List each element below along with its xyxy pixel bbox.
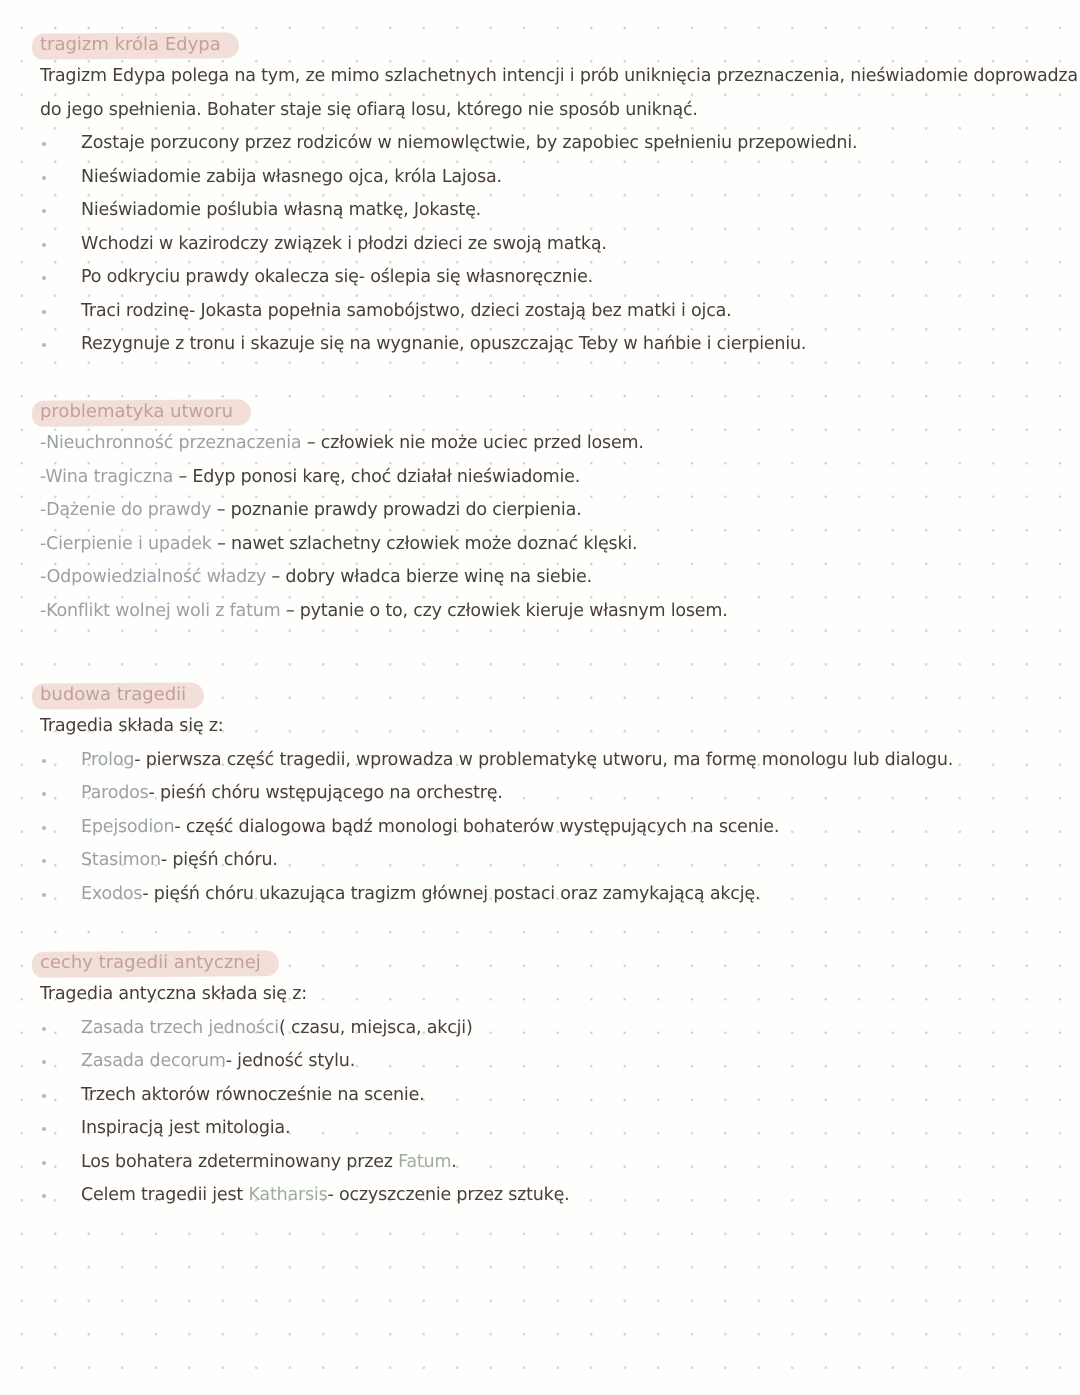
list-item: Exodos- pięśń chóru ukazująca tragizm głównej postaci oraz zamykającą akcję. xyxy=(40,878,1070,912)
list-item: Zasada decorum- jedność stylu. xyxy=(40,1045,1070,1079)
list-item: Inspiracją jest mitologia. xyxy=(40,1112,1070,1146)
list-item: Celem tragedii jest Katharsis- oczyszczenie przez sztukę. xyxy=(40,1179,1070,1213)
list-item: Parodos- pieśń chóru wstępującego na orchestrę. xyxy=(40,777,1070,811)
section-heading: tragizm króla Edypa xyxy=(38,30,235,60)
list-item: Trzech aktorów równocześnie na scenie. xyxy=(40,1079,1070,1113)
section-budowa xyxy=(40,680,1070,911)
list-item: Nieświadomie zabija własnego ojca, króla Lajosa. xyxy=(40,161,1070,195)
bullet-list xyxy=(40,1012,1070,1213)
section-heading: budowa tragedii xyxy=(38,680,200,710)
problem-list xyxy=(40,427,1070,628)
list-item: Nieświadomie poślubia własną matkę, Jokastę. xyxy=(40,194,1070,228)
list-item: -Dążenie do prawdy – poznanie prawdy prowadzi do cierpienia. xyxy=(40,500,582,520)
section-tragizm xyxy=(40,30,1078,362)
section-problematyka xyxy=(40,397,1070,628)
section-heading: problematyka utworu xyxy=(38,397,247,427)
list-item: Los bohatera zdeterminowany przez Fatum. xyxy=(40,1146,1070,1180)
list-item: -Odpowiedzialność władzy – dobry władca bierze winę na siebie. xyxy=(40,567,592,587)
list-item: Zasada trzech jedności( czasu, miejsca, akcji) xyxy=(40,1012,1070,1046)
list-item: Traci rodzinę- Jokasta popełnia samobójstwo, dzieci zostają bez matki i ojca. xyxy=(40,295,1070,329)
list-item: -Wina tragiczna – Edyp ponosi karę, choć działał nieświadomie. xyxy=(40,466,581,487)
list-item: -Konflikt wolnej woli z fatum – pytanie o to, czy człowiek kieruje własnym losem. xyxy=(40,600,728,621)
list-item: Stasimon- pięśń chóru. xyxy=(40,844,1070,878)
list-item: Zostaje porzucony przez rodziców w niemowlęctwie, by zapobiec spełnieniu przepowiedni. xyxy=(40,127,1070,161)
intro-paragraph xyxy=(40,710,1070,744)
list-item: Prolog- pierwsza część tragedii, wprowadza w problematykę utworu, ma formę monologu lub dialogu. xyxy=(40,744,1070,778)
text-line: Tragedia antyczna składa się z: xyxy=(40,984,307,1004)
bullet-list xyxy=(40,127,1070,362)
intro-paragraph xyxy=(40,60,1078,127)
section-cechy xyxy=(40,948,1070,1213)
text-line: do jego spełnienia. Bohater staje się ofiarą losu, którego nie sposób uniknąć. xyxy=(40,99,698,120)
section-heading: cechy tragedii antycznej xyxy=(38,948,275,978)
list-item: Po odkryciu prawdy okalecza się- oślepia się własnoręcznie. xyxy=(40,261,1070,295)
text-line: Tragizm Edypa polega na tym, ze mimo szlachetnych intencji i prób uniknięcia przeznaczenia, nieświadomie doprowadza xyxy=(40,66,1078,86)
text-line: Tragedia składa się z: xyxy=(40,716,224,736)
list-item: Rezygnuje z tronu i skazuje się na wygnanie, opuszczając Teby w hańbie i cierpieniu. xyxy=(40,328,1070,362)
intro-paragraph xyxy=(40,978,1070,1012)
list-item: -Cierpienie i upadek – nawet szlachetny człowiek może doznać klęski. xyxy=(40,533,638,554)
list-item: Wchodzi w kazirodczy związek i płodzi dzieci ze swoją matką. xyxy=(40,228,1070,262)
bullet-list xyxy=(40,744,1070,912)
list-item: -Nieuchronność przeznaczenia – człowiek nie może uciec przed losem. xyxy=(40,433,644,453)
list-item: Epejsodion- część dialogowa bądź monologi bohaterów występujących na scenie. xyxy=(40,811,1070,845)
